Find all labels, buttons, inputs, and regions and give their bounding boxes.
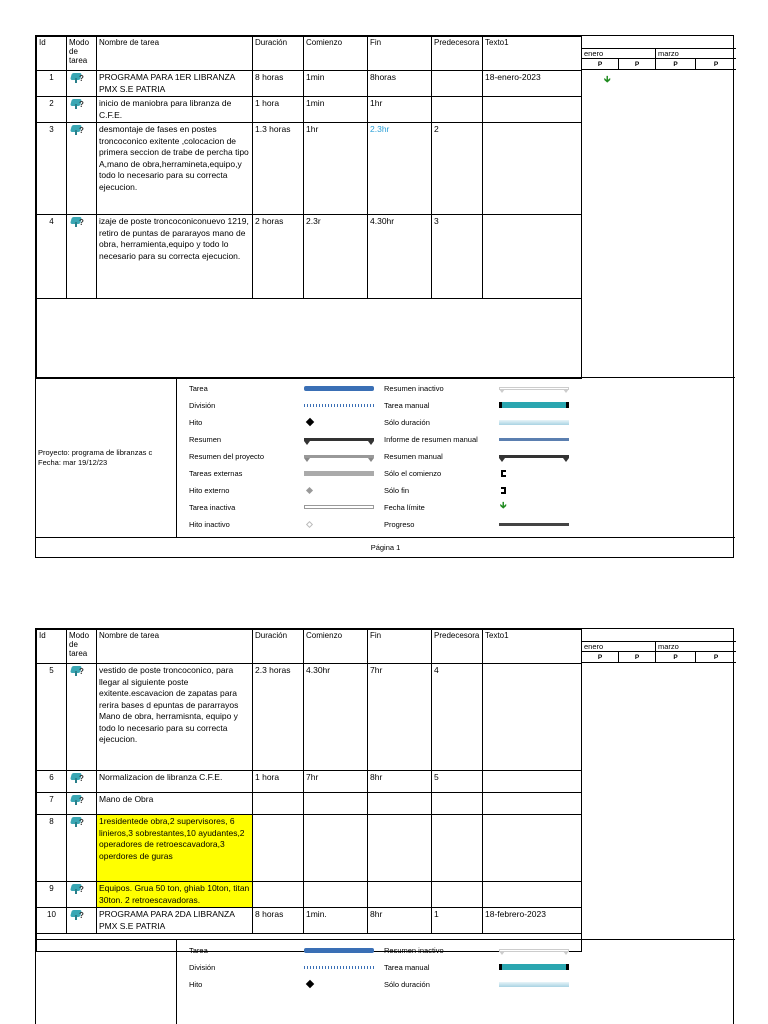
timeline-subcol: P (582, 59, 619, 70)
task-text1[interactable] (483, 123, 582, 215)
task-name[interactable]: izaje de poste troncoconiconuevo 1219, retiro de puntas de pararayos mano de obra, herramienta,equipo y todo lo necesario para su correcta ejecucion. (97, 215, 253, 299)
task-predecessor[interactable]: 2 (432, 123, 483, 215)
timeline-header (582, 48, 736, 70)
timeline-subcol: P (656, 652, 696, 663)
task-name[interactable]: desmontaje de fases en postes troncoconico exitente ,colocacion de primera seccion de trabe de percha tipo A,mano de obra,herramineta,equipo,y todo lo necesario para su correcta ejecucion. (97, 123, 253, 215)
task-name[interactable]: Mano de Obra (97, 793, 253, 815)
manual-task-pin-icon: ? (71, 216, 85, 228)
task-finish[interactable]: 8horas (368, 71, 432, 97)
page-footer: Página 1 (36, 537, 735, 556)
task-duration[interactable]: 2.3 horas (253, 664, 304, 771)
header-duracion: Duración (253, 630, 304, 664)
header-nombre: Nombre de tarea (97, 630, 253, 664)
legend-label: División (189, 401, 216, 410)
manual-task-icon (499, 397, 569, 408)
month-marzo: marzo (656, 49, 736, 59)
task-bar-icon (304, 380, 374, 391)
task-duration[interactable]: 8 horas (253, 71, 304, 97)
inactive-task-icon (304, 499, 374, 509)
task-finish[interactable]: 4.30hr (368, 215, 432, 299)
inactive-summary-icon (499, 942, 569, 952)
duration-only-icon (499, 976, 569, 987)
legend (36, 939, 735, 1024)
task-name[interactable]: Normalizacion de libranza C.F.E. (97, 771, 253, 793)
empty-row (37, 299, 582, 379)
timeline-subcol: P (619, 652, 656, 663)
task-start[interactable]: 2.3r (304, 215, 368, 299)
task-row[interactable] (37, 97, 582, 123)
legend-label: Tareas externas (189, 469, 243, 478)
task-predecessor[interactable]: 1 (432, 908, 483, 934)
legend-label: Resumen inactivo (384, 946, 444, 955)
legend-label: Fecha límite (384, 503, 425, 512)
task-duration[interactable]: 1 hora (253, 771, 304, 793)
task-start[interactable]: 4.30hr (304, 664, 368, 771)
task-finish[interactable]: 7hr (368, 664, 432, 771)
task-mode[interactable] (67, 97, 97, 123)
legend-label: Tarea inactiva (189, 503, 236, 512)
task-duration[interactable]: 8 horas (253, 908, 304, 934)
legend-label: Tarea (189, 946, 208, 955)
task-start[interactable]: 1min. (304, 908, 368, 934)
task-predecessor[interactable] (432, 97, 483, 123)
task-start[interactable]: 7hr (304, 771, 368, 793)
task-duration[interactable] (253, 815, 304, 882)
month-marzo: marzo (656, 642, 736, 652)
legend-label: Progreso (384, 520, 415, 529)
task-id[interactable]: 5 (37, 664, 67, 771)
project-name: Proyecto: programa de libranzas c (38, 448, 153, 457)
milestone-icon (304, 414, 313, 425)
start-only-icon (499, 465, 506, 477)
task-row[interactable] (37, 771, 582, 793)
header-texto1: Texto1 (483, 37, 582, 71)
timeline-panel (581, 629, 735, 939)
task-text1[interactable] (483, 793, 582, 815)
task-name[interactable]: PROGRAMA PARA 2DA LIBRANZA PMX S.E PATRIA (97, 908, 253, 934)
header-duracion: Duración (253, 37, 304, 71)
legend-label: Tarea (189, 384, 208, 393)
timeline-subcol: P (582, 652, 619, 663)
task-id[interactable]: 7 (37, 793, 67, 815)
duration-only-icon (499, 414, 569, 425)
project-summary-icon (304, 448, 374, 458)
timeline-subcol: P (656, 59, 696, 70)
manual-task-pin-icon: ? (71, 909, 85, 921)
task-row[interactable] (37, 664, 582, 771)
milestone-icon (304, 976, 313, 987)
month-enero: enero (582, 642, 656, 652)
task-mode[interactable] (67, 771, 97, 793)
task-start[interactable]: 1min (304, 97, 368, 123)
header-predecesora: Predecesora (432, 37, 483, 71)
task-row[interactable] (37, 71, 582, 97)
timeline-subcol: P (713, 654, 719, 661)
task-predecessor[interactable] (432, 882, 483, 908)
progress-icon (499, 516, 569, 526)
task-id[interactable]: 1 (37, 71, 67, 97)
task-finish[interactable]: 1hr (368, 97, 432, 123)
header-id: Id (37, 37, 67, 71)
header-fin: Fin (368, 37, 432, 71)
legend-label: Resumen inactivo (384, 384, 444, 393)
task-predecessor[interactable] (432, 793, 483, 815)
legend-label: Sólo fin (384, 486, 410, 495)
timeline-header (582, 641, 736, 663)
empty-cell (37, 299, 582, 379)
task-row[interactable] (37, 215, 582, 299)
external-milestone-icon (304, 482, 312, 493)
task-predecessor[interactable] (432, 815, 483, 882)
task-mode[interactable] (67, 123, 97, 215)
task-id[interactable]: 4 (37, 215, 67, 299)
manual-task-pin-icon: ? (71, 772, 85, 784)
task-id[interactable]: 6 (37, 771, 67, 793)
task-duration[interactable] (253, 882, 304, 908)
manual-task-icon (499, 959, 569, 970)
task-finish[interactable] (368, 882, 432, 908)
task-row[interactable] (37, 793, 582, 815)
header-comienzo: Comienzo (304, 37, 368, 71)
inactive-milestone-icon (304, 516, 312, 527)
task-id[interactable]: 8 (37, 815, 67, 882)
task-name[interactable]: vestido de poste troncoconico, para llegar al siguiente poste exitente.escavacion de zapatas para rerira bases d epuntas de pararrayos Mano de obra, herramisnta, equipo y todo lo necesario para su correcta ejecucion. (97, 664, 253, 771)
manual-task-pin-icon: ? (71, 816, 85, 828)
task-id[interactable]: 2 (37, 97, 67, 123)
legend (36, 377, 735, 537)
task-text1[interactable] (483, 815, 582, 882)
timeline-panel (581, 36, 735, 377)
task-predecessor[interactable]: 4 (432, 664, 483, 771)
inactive-summary-icon (499, 380, 569, 390)
task-text1[interactable] (483, 771, 582, 793)
task-duration[interactable]: 1 hora (253, 97, 304, 123)
summary-icon (304, 431, 374, 441)
legend-label: Tarea manual (384, 401, 430, 410)
task-text1[interactable] (483, 215, 582, 299)
task-row[interactable] (37, 815, 582, 882)
task-table (36, 36, 582, 379)
task-table (36, 629, 582, 952)
task-mode[interactable] (67, 908, 97, 934)
task-finish[interactable]: 8hr (368, 771, 432, 793)
header-fin: Fin (368, 630, 432, 664)
timeline-subcol: P (713, 61, 719, 68)
legend-label: Sólo el comienzo (384, 469, 442, 478)
task-start[interactable]: 1hr (304, 123, 368, 215)
header-comienzo: Comienzo (304, 630, 368, 664)
deadline-icon: 🡳 (500, 500, 507, 510)
task-finish[interactable] (368, 815, 432, 882)
task-predecessor[interactable]: 3 (432, 215, 483, 299)
legend-label: Informe de resumen manual (384, 435, 478, 444)
manual-task-pin-icon: ? (71, 124, 85, 136)
manual-summary-rollup-icon (499, 431, 569, 441)
manual-task-pin-icon: ? (71, 883, 85, 895)
task-row[interactable] (37, 123, 582, 215)
task-mode[interactable] (67, 815, 97, 882)
task-name[interactable]: PROGRAMA PARA 1ER LIBRANZA PMX S.E PATRIA (97, 71, 253, 97)
task-mode[interactable] (67, 882, 97, 908)
task-text1[interactable]: 18-febrero-2023 (483, 908, 582, 934)
legend-label: Sólo duración (384, 980, 430, 989)
manual-task-pin-icon: ? (71, 794, 85, 806)
legend-label: Resumen (189, 435, 222, 444)
task-mode[interactable] (67, 71, 97, 97)
header-id: Id (37, 630, 67, 664)
task-bar-icon (304, 942, 374, 953)
manual-task-pin-icon: ? (71, 665, 85, 677)
task-text1[interactable]: 18-enero-2023 (483, 71, 582, 97)
legend-label: Tarea manual (384, 963, 430, 972)
task-mode[interactable] (67, 664, 97, 771)
header-modo: Modo de tarea (67, 630, 97, 664)
task-name[interactable]: 1residentede obra,2 supervisores, 6 linieros,3 sobrestantes,10 ayudantes,2 operadores de retroescavadora,3 operdores de guras (97, 815, 253, 882)
external-tasks-icon (304, 465, 374, 476)
finish-only-icon (499, 482, 506, 494)
legend-label: Hito inactivo (189, 520, 230, 529)
task-duration[interactable] (253, 793, 304, 815)
header-texto1: Texto1 (483, 630, 582, 664)
legend-label: Hito externo (189, 486, 230, 495)
legend-label: Hito (189, 418, 203, 427)
legend-label: Resumen del proyecto (189, 452, 265, 461)
task-row[interactable] (37, 908, 582, 934)
task-predecessor[interactable]: 5 (432, 771, 483, 793)
legend-label: Resumen manual (384, 452, 443, 461)
task-text1[interactable] (483, 882, 582, 908)
task-predecessor[interactable] (432, 71, 483, 97)
task-id[interactable]: 9 (37, 882, 67, 908)
task-mode[interactable] (67, 793, 97, 815)
legend-label: División (189, 963, 216, 972)
split-icon (304, 959, 374, 969)
header-predecesora: Predecesora (432, 630, 483, 664)
task-start[interactable]: 1min (304, 71, 368, 97)
month-enero: enero (582, 49, 656, 59)
task-finish[interactable]: 2.3hr (368, 123, 432, 215)
task-start[interactable] (304, 882, 368, 908)
task-text1[interactable] (483, 97, 582, 123)
gantt-page-1 (35, 35, 734, 558)
task-finish[interactable]: 8hr (368, 908, 432, 934)
task-name[interactable]: inicio de maniobra para libranza de C.F.E. (97, 97, 253, 123)
split-icon (304, 397, 374, 407)
task-duration[interactable]: 2 horas (253, 215, 304, 299)
project-date: Fecha: mar 19/12/23 (38, 458, 108, 467)
legend-label: Sólo duración (384, 418, 430, 427)
project-info (36, 448, 176, 468)
header-modo: Modo de tarea (67, 37, 97, 71)
task-duration[interactable]: 1.3 horas (253, 123, 304, 215)
manual-task-pin-icon: ? (71, 72, 85, 84)
task-row[interactable] (37, 882, 582, 908)
task-start[interactable] (304, 793, 368, 815)
manual-summary-icon (499, 448, 569, 458)
task-id[interactable]: 10 (37, 908, 67, 934)
task-name[interactable]: Equipos. Grua 50 ton, ghiab 10ton, titan 30ton. 2 retroescavadoras. (97, 882, 253, 908)
task-text1[interactable] (483, 664, 582, 771)
task-id[interactable]: 3 (37, 123, 67, 215)
legend-label: Hito (189, 980, 203, 989)
header-nombre: Nombre de tarea (97, 37, 253, 71)
manual-task-pin-icon: ? (71, 98, 85, 110)
deadline-arrow-icon: 🡳 (604, 74, 611, 84)
task-start[interactable] (304, 815, 368, 882)
gantt-page-2 (35, 628, 734, 1024)
task-finish[interactable] (368, 793, 432, 815)
task-mode[interactable] (67, 215, 97, 299)
timeline-subcol: P (619, 59, 656, 70)
